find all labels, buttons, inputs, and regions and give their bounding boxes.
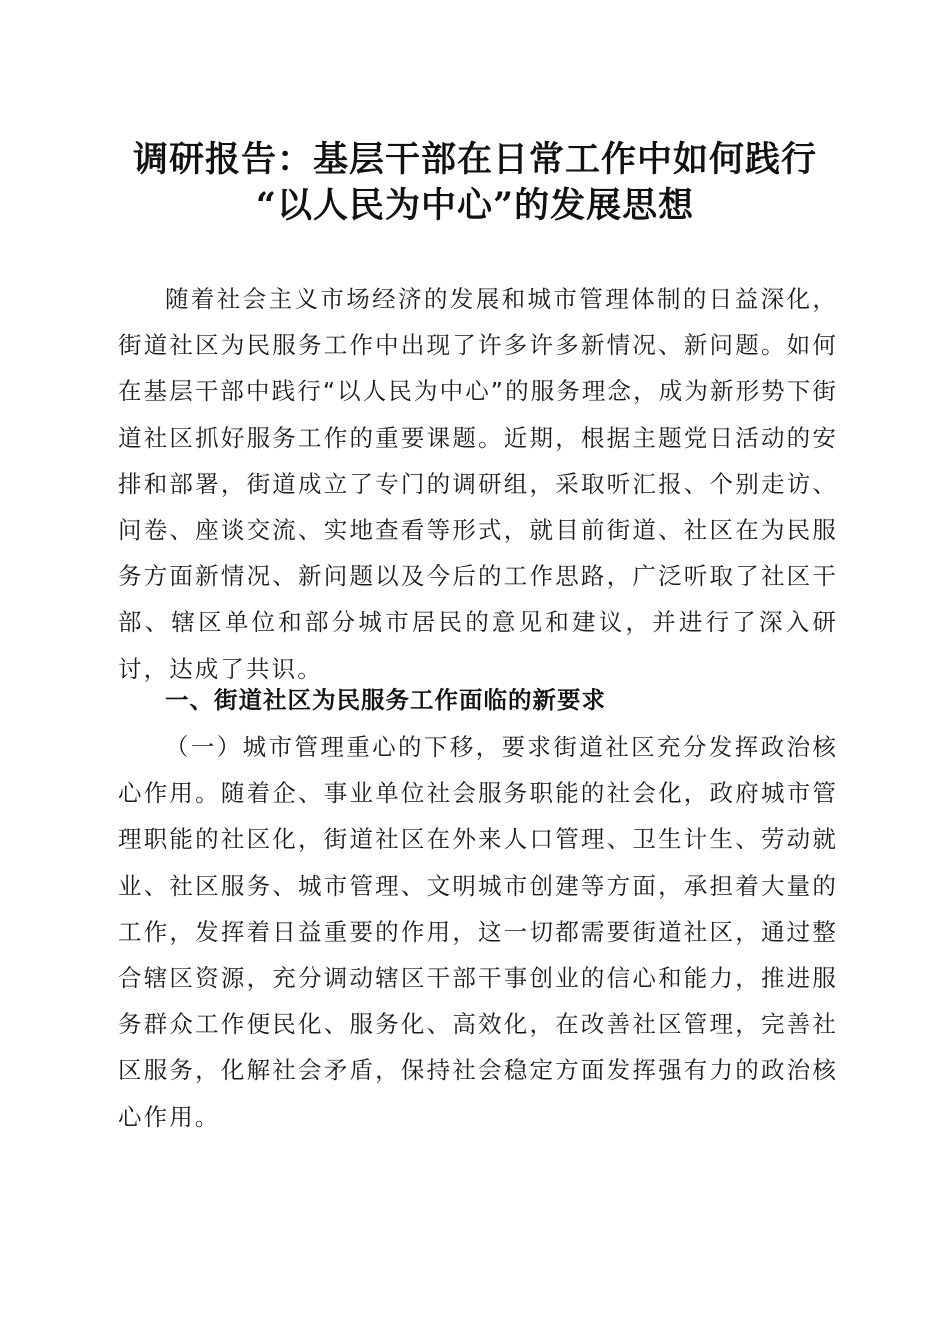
subsection-lead: （一）城市管理重心的下移，要求街道社区充分发挥政治核心作用。 bbox=[118, 733, 838, 808]
document-title-line-2: “以人民为中心”的发展思想 bbox=[255, 185, 695, 226]
intro-paragraph: 随着社会主义市场经济的发展和城市管理体制的日益深化，街道社区为民服务工作中出现了许多许多新情况、新问题。如何在基层干部中践行“以人民为中心”的服务理念，成为新形势下街道社区抓好服务工作的重要课题。近期，根据主题党日活动的安排和部署，街道成立了专门的调研组，采取听汇报、个别走访、问卷、座谈交流、实地查看等形式，就目前街道、社区在为民服务方面新情况、新问题以及今后的工作思路，广泛听取了社区干部、辖区单位和部分城市居民的意见和建议，并进行了深入研讨，达成了共识。 bbox=[118, 285, 838, 683]
section-heading-1: 一、街道社区为民服务工作面临的新要求 bbox=[165, 686, 606, 714]
document-title-line-1: 调研报告：基层干部在日常工作中如何践行 bbox=[132, 139, 817, 180]
subsection-paragraph-1 bbox=[118, 724, 838, 1140]
subsection-body: 随着企、事业单位社会服务职能的社会化，政府城市管理职能的社区化，街道社区在外来人口管理、卫生计生、劳动就业、社区服务、城市管理、文明城市创建等方面，承担着大量的工作，发挥着日益重要的作用，这一切都需要街道社区，通过整合辖区资源，充分调动辖区干部干事创业的信心和能力，推进服务群众工作便民化、服务化、高效化，在改善社区管理，完善社区服务，化解社会矛盾，保持社会稳定方面发挥强有力的政治核心作用。 bbox=[118, 779, 838, 1131]
